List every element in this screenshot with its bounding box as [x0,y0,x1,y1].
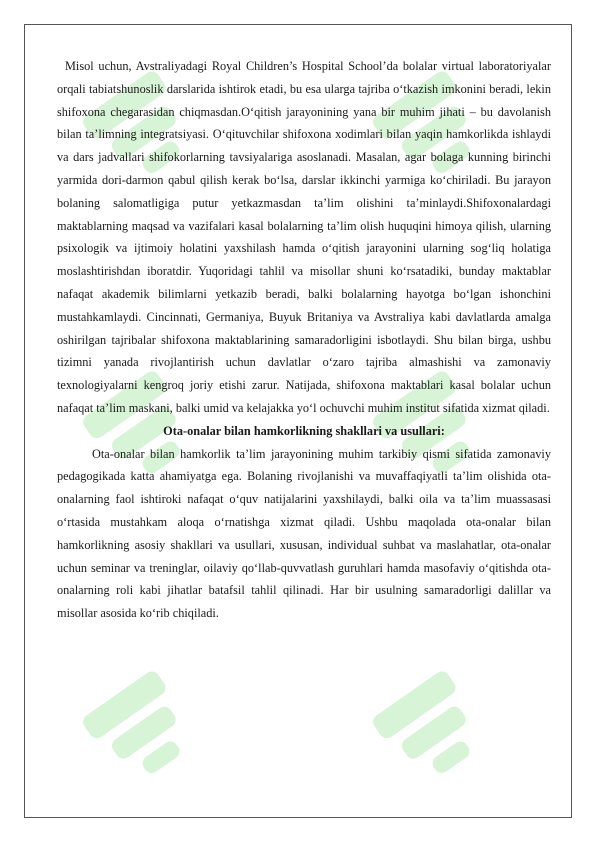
section-heading: Ota-onalar bilan hamkorlikning shakllari va usullari: [163,423,445,438]
paragraph-2: Ota-onalar bilan hamkorlik ta’lim jarayonining muhim tarkibiy qismi sifatida zamonaviy pedagogikada katta ahamiyatga ega. Bolaning rivojlanishi va muvaffaqiyatli ta’lim olishida ota-onalarning faol ishtiroki nafaqat o‘quv natijalarini yaxshilaydi, balki oila va ta’lim muassasasi o‘rtasida mustahkam aloqa o‘rnatishga xizmat qiladi. Ushbu maqolada ota-onalar bilan hamkorlikning asosiy shakllari va usullari, xususan, individual suhbat va maslahatlar, ota-onalar uchun seminar va treninglar, oilaviy qo‘llab-quvvatlash guruhlari hamda masofaviy o‘qitishda ota-onalarning roli kabi jihatlar batafsil tahlil qilinadi. Har bir usulning samaradorligi dalillar va misollar asosida ko‘rib chiqiladi. [57,446,551,621]
paragraph-1: Misol uchun, Avstraliyadagi Royal Children’s Hospital School’da bolalar virtual laboratoriyalar orqali tabiatshunoslik darslarida ishtirok etadi, bu esa ularga tajriba o‘tkazish imkonini beradi, lekin shifoxona chegarasidan chiqmasdan.O‘qitish jarayonining yana bir muhim jihati – bu davolanish bilan ta’limning integratsiyasi. O‘qituvchilar shifoxona xodimlari bilan yaqin hamkorlikda ishlaydi va dars jadvallari shifokorlarning tavsiyalariga asoslanadi. Masalan, agar bolaga kunning birinchi yarmida dori-darmon qabul qilish kerak bo‘lsa, darslar ikkinchi yarmiga ko‘chiriladi. Bu jarayon bolaning salomatligiga putur yetkazmasdan ta’lim olishini ta’minlaydi.Shifoxonalardagi maktablarning maqsad va vazifalari kasal bolalarning ta’lim olish huquqini himoya qilish, ularning psixologik va ijtimoiy holatini yaxshilash hamda o‘qitish jarayonini ularning sog‘liq holatiga moslashtirishdan iboratdir. Yuqoridagi tahlil va misollar shuni ko‘rsatadiki, bunday maktablar nafaqat akademik bilimlarni yetkazib beradi, balki bolalarning hayotga bo‘lgan ishonchini mustahkamlaydi. Cincinnati, Germaniya, Buyuk Britaniya va Avstraliya kabi davlatlarda amalga oshirilgan tajribalar shifoxona maktablarining samaradorligini isbotlaydi. Shu bilan birga, ushbu tizimni yanada rivojlantirish uchun davlatlar o‘zaro tajriba almashishi va zamonaviy texnologiyalarni kengroq joriy etishi zarur. Natijada, shifoxona maktablari kasal bolalar uchun nafaqat ta’lim maskani, balki umid va kelajakka yo‘l ochuvchi muhim institut sifatida xizmat qiladi. [57,59,551,415]
document-body [57,55,551,625]
